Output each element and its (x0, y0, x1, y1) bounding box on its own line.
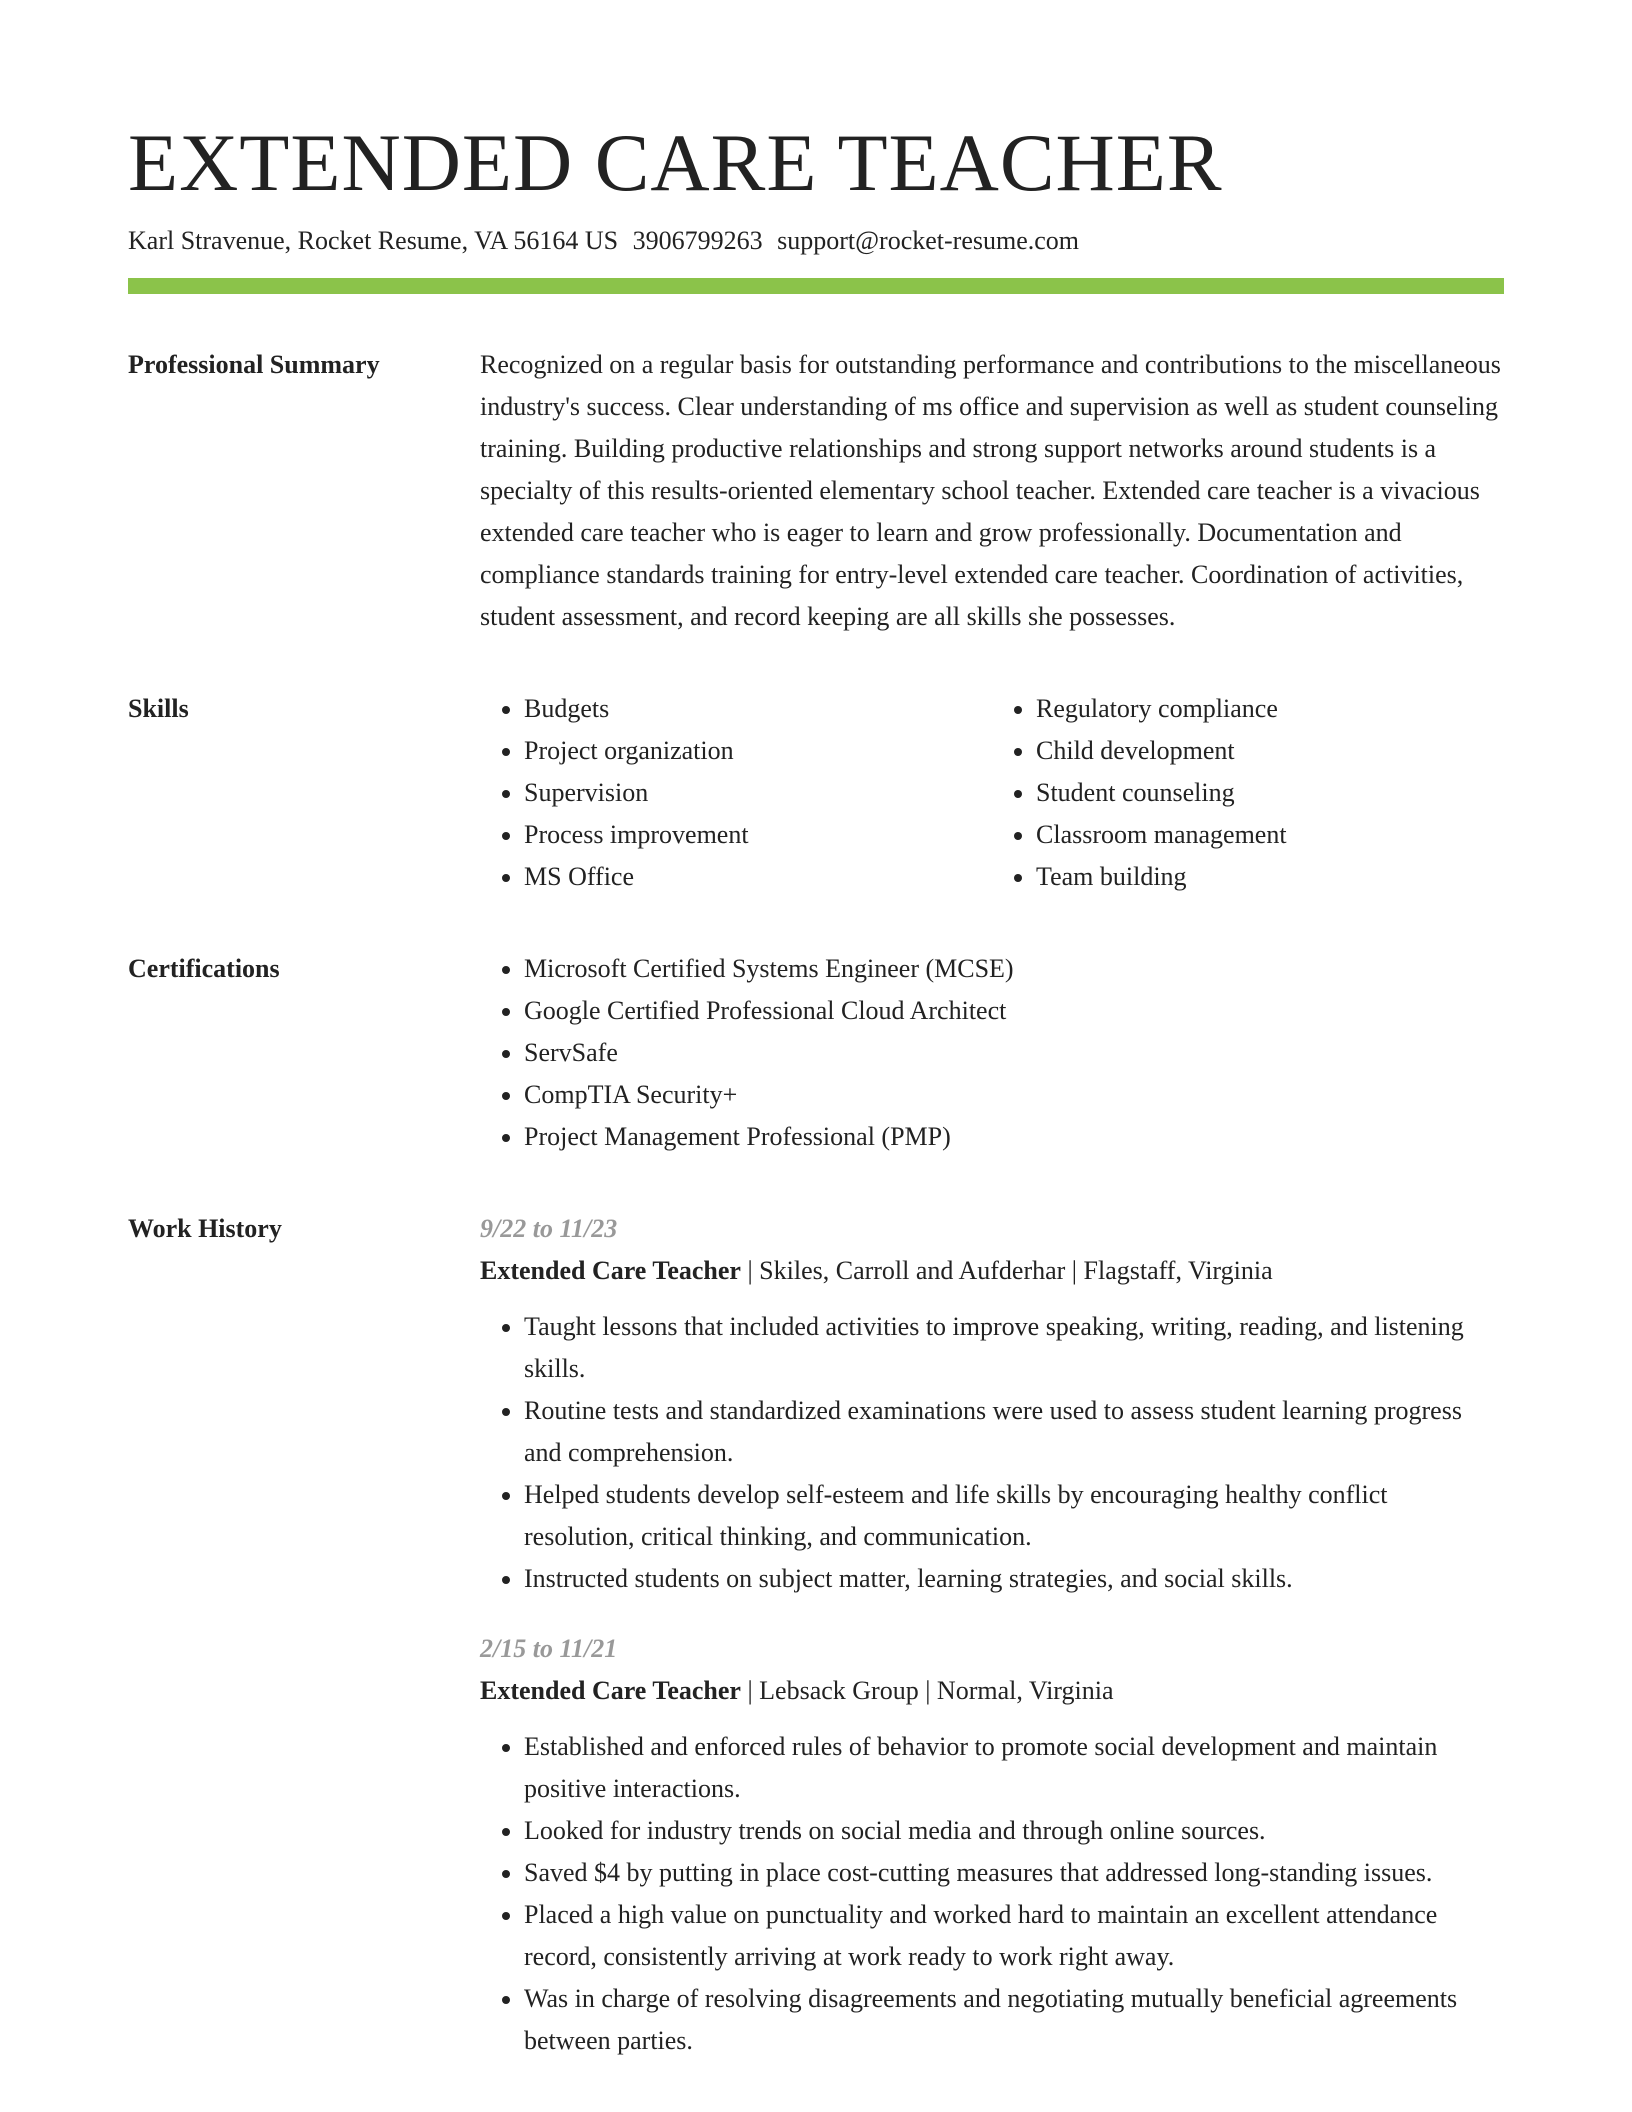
job-heading (480, 1250, 1504, 1292)
work-history-section (128, 1208, 1504, 2062)
job-bullets (480, 1726, 1504, 2062)
job-dates: 2/15 to 11/21 (480, 1633, 618, 1663)
job-entry (480, 1208, 1504, 1600)
certification-item: • Google Certified Professional Cloud Architect (524, 990, 1504, 1032)
contact-email: support@rocket-resume.com (777, 226, 1080, 256)
certification-item: • Microsoft Certified Systems Engineer (MCSE) (524, 948, 1504, 990)
certification-item: • Project Management Professional (PMP) (524, 1116, 1504, 1158)
resume-name: EXTENDED CARE TEACHER (128, 117, 1223, 208)
certifications-body (480, 948, 1504, 1158)
skills-grid (480, 688, 1504, 898)
job-bullet: • Looked for industry trends on social media and through online sources. (524, 1810, 1504, 1852)
skill-item: • Supervision (524, 772, 992, 814)
job-bullet: • Saved $4 by putting in place cost-cutting measures that addressed long-standing issues. (524, 1852, 1504, 1894)
certifications-list (480, 948, 1504, 1158)
skills-heading: Skills (128, 693, 189, 723)
skill-item: • Classroom management (1036, 814, 1504, 856)
summary-section (128, 344, 1504, 638)
job-bullet: • Taught lessons that included activities to improve speaking, writing, reading, and listening skills. (524, 1306, 1504, 1390)
job-bullet: • Routine tests and standardized examinations were used to assess student learning progress and comprehension. (524, 1390, 1504, 1474)
skill-item: • Project organization (524, 730, 992, 772)
skill-item: • Child development (1036, 730, 1504, 772)
skill-item: • Budgets (524, 688, 992, 730)
job-bullet: • Instructed students on subject matter, learning strategies, and social skills. (524, 1558, 1504, 1600)
job-bullet: • Established and enforced rules of behavior to promote social development and maintain positive interactions. (524, 1726, 1504, 1810)
skill-item: • Process improvement (524, 814, 992, 856)
skills-list-right (992, 688, 1504, 898)
skills-section (128, 688, 1504, 898)
contact-phone: 3906799263 (632, 226, 763, 256)
skill-item: • Student counseling (1036, 772, 1504, 814)
job-title: Extended Care Teacher (480, 1675, 741, 1705)
certifications-heading: Certifications (128, 953, 280, 983)
job-dates: 9/22 to 11/23 (480, 1213, 618, 1243)
certification-item: • ServSafe (524, 1032, 1504, 1074)
job-title: Extended Care Teacher (480, 1255, 741, 1285)
certifications-section (128, 948, 1504, 1158)
contact-line (128, 224, 1504, 258)
skill-item: • Team building (1036, 856, 1504, 898)
job-details: | Lebsack Group | Normal, Virginia (740, 1675, 1114, 1705)
header-divider (128, 278, 1504, 294)
skill-item: • MS Office (524, 856, 992, 898)
skills-list-left (480, 688, 992, 898)
job-heading (480, 1670, 1504, 1712)
job-bullet: • Placed a high value on punctuality and worked hard to maintain an excellent attendance record, consistently arriving at work ready to work right away. (524, 1894, 1504, 1978)
job-bullet: • Was in charge of resolving disagreements and negotiating mutually beneficial agreements between parties. (524, 1978, 1504, 2062)
certification-item: • CompTIA Security+ (524, 1074, 1504, 1116)
job-entry (480, 1628, 1504, 2062)
summary-text: Recognized on a regular basis for outstanding performance and contributions to the miscellaneous industry's success. Clear understanding of ms office and supervision as well as student counseling training. Building productive relationships and strong support networks around students is a specialty of this results-oriented elementary school teacher. Extended care teacher is a vivacious extended care teacher who is eager to learn and grow professionally. Documentation and compliance standards training for entry-level extended care teacher. Coordination of activities, student assessment, and record keeping are all skills she possesses. (480, 349, 1501, 631)
job-bullets (480, 1306, 1504, 1600)
skill-item: • Regulatory compliance (1036, 688, 1504, 730)
job-details: | Skiles, Carroll and Aufderhar | Flagstaff, Virginia (740, 1255, 1273, 1285)
work-history-body (480, 1208, 1504, 2062)
job-bullet: • Helped students develop self-esteem and life skills by encouraging healthy conflict resolution, critical thinking, and communication. (524, 1474, 1504, 1558)
summary-heading: Professional Summary (128, 349, 380, 379)
work-history-heading: Work History (128, 1213, 282, 1243)
resume-page (128, 118, 1504, 2062)
contact-address: Karl Stravenue, Rocket Resume, VA 56164 US (128, 226, 619, 256)
